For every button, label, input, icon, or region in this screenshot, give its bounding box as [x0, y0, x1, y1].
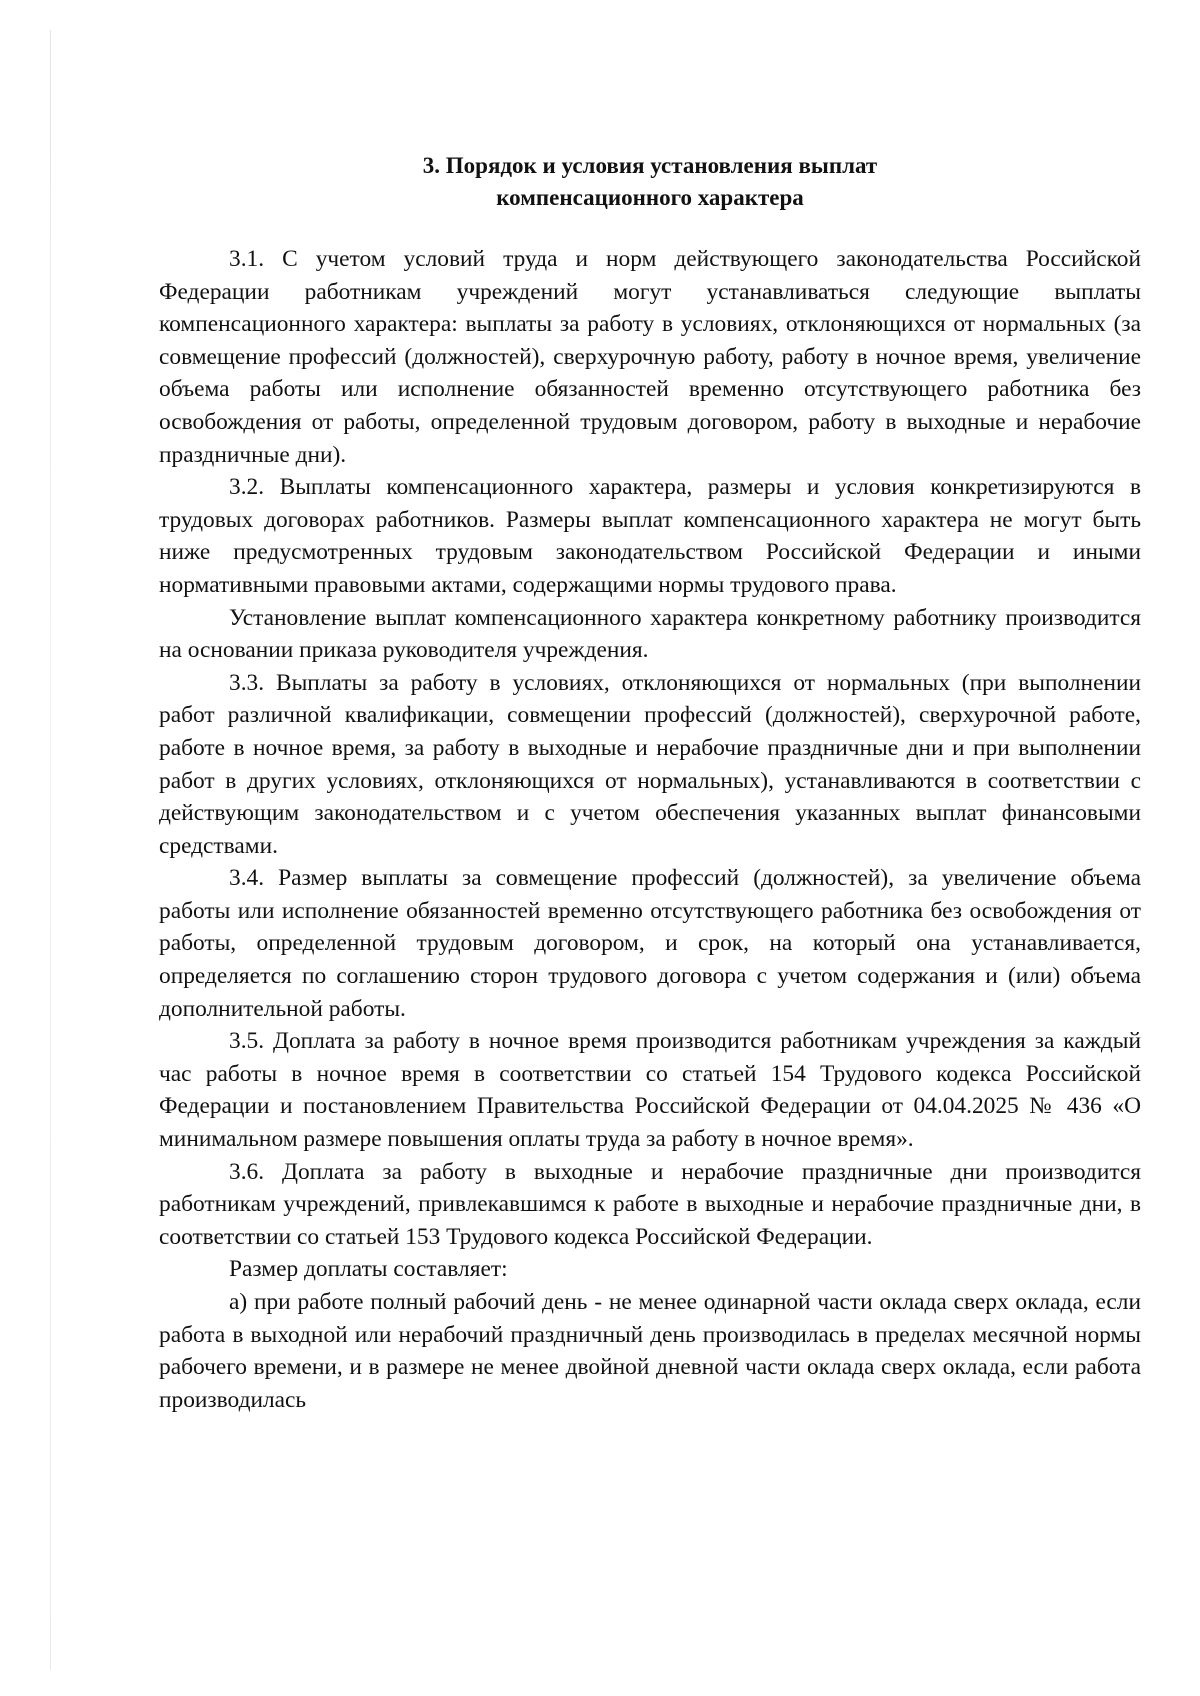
paragraph-size-intro: Размер доплаты составляет: [229, 1256, 508, 1283]
section-heading-line-1: 3. Порядок и условия установления выплат [422, 153, 878, 178]
paragraph-3-3: 3.3. Выплаты за работу в условиях, отклоняющихся от нормальных (при выполнении работ различной квалификации, совмещении профессий (должностей), сверхурочной работе, работе в ночное время, за работу в выходные и нерабочие праздничные дни и при выполнении работ в других условиях, отклоняющихся от нормальных), устанавливаются в соответствии с действующим законодательством и с учетом обеспечения указанных выплат финансовыми средствами. [159, 669, 1141, 859]
section-heading [160, 150, 1140, 214]
paragraph-3-4: 3.4. Размер выплаты за совмещение профессий (должностей), за увеличение объема работы или исполнение обязанностей временно отсутствующего работника без освобождения от работы, определенной трудовым договором, и срок, на который она устанавливается, определяется по соглашению сторон трудового договора с учетом содержания и (или) объема дополнительной работы. [159, 865, 1141, 1022]
paragraph-3-6: 3.6. Доплата за работу в выходные и нерабочие праздничные дни производится работникам учреждений, привлекавшимся к работе в выходные и нерабочие праздничные дни, в соответствии со статьей 153 Трудового кодекса Российской Федерации. [159, 1158, 1141, 1250]
paragraph-3-2: 3.2. Выплаты компенсационного характера, размеры и условия конкретизируются в трудовых договорах работников. Размеры выплат компенсационного характера не могут быть ниже предусмотренных трудовым законодательством Российской Федерации и иными нормативными правовыми актами, содержащими нормы трудового права. [159, 474, 1141, 598]
paragraph-3-1: 3.1. С учетом условий труда и норм действующего законодательства Российской Федерации работникам учреждений могут устанавливаться следующие выплаты компенсационного характера: выплаты за работу в условиях, отклоняющихся от нормальных (за совмещение профессий (должностей), сверхурочную работу, работу в ночное время, увеличение объема работы или исполнение обязанностей временно отсутствующего работника без освобождения от работы, определенной трудовым договором, работу в выходные и нерабочие праздничные дни). [159, 246, 1141, 468]
scan-edge-line [50, 30, 51, 1670]
paragraph-item-a: а) при работе полный рабочий день - не менее одинарной части оклада сверх оклада, если работа в выходной или нерабочий праздничный день производилась в пределах месячной нормы рабочего времени, и в размере не менее двойной дневной части оклада сверх оклада, если работа производилась [159, 1289, 1141, 1413]
document-body [159, 243, 1141, 1416]
section-heading-line-2: компенсационного характера [496, 185, 804, 210]
paragraph-establishment: Установление выплат компенсационного характера конкретному работнику производится на основании приказа руководителя учреждения. [159, 604, 1141, 664]
paragraph-3-5: 3.5. Доплата за работу в ночное время производится работникам учреждения за каждый час работы в ночное время в соответствии со статьей 154 Трудового кодекса Российской Федерации и постановлением Правительства Российской Федерации от 04.04.2025 № 436 «О минимальном размере повышения оплаты труда за работу в ночное время». [159, 1028, 1141, 1153]
